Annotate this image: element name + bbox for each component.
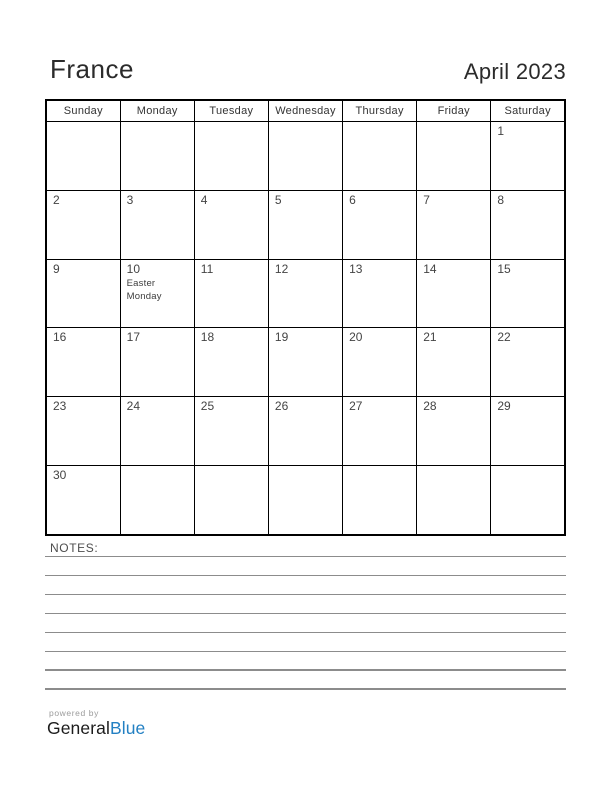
- day-cell: [120, 259, 194, 328]
- day-number: 16: [53, 330, 67, 345]
- day-cell: [46, 259, 120, 328]
- day-cell: [120, 465, 194, 534]
- day-cell: [194, 397, 268, 466]
- day-cell: [343, 328, 417, 397]
- day-number: 11: [200, 261, 214, 276]
- day-number: 18: [200, 330, 215, 345]
- note-line: [45, 651, 566, 652]
- day-cell: [491, 259, 565, 328]
- week-row: [46, 259, 565, 328]
- week-row: [46, 122, 565, 191]
- day-cell: [417, 465, 491, 534]
- holiday-label: Easter Monday: [126, 278, 162, 303]
- note-line: [45, 688, 566, 689]
- day-cell: [268, 122, 342, 191]
- day-number: 10: [126, 261, 140, 276]
- day-number: 17: [126, 330, 140, 345]
- note-line: [45, 632, 566, 633]
- day-number: 13: [349, 261, 363, 276]
- day-cell: [268, 397, 342, 466]
- day-cell: [46, 328, 120, 397]
- day-cell: [268, 328, 342, 397]
- day-number: 12: [274, 261, 289, 276]
- day-cell: [491, 122, 565, 191]
- day-number: 27: [349, 399, 363, 414]
- day-cell: [491, 190, 565, 259]
- day-cell: [343, 397, 417, 466]
- day-header-cell: Sunday: [46, 100, 120, 122]
- day-cell: [46, 122, 120, 191]
- brand-name-blue: Blue: [109, 718, 146, 738]
- day-cell: [120, 328, 194, 397]
- day-number: 2: [53, 192, 60, 207]
- day-cell: [194, 328, 268, 397]
- day-number: 21: [423, 330, 437, 345]
- day-cell: [268, 465, 342, 534]
- day-number: 9: [53, 261, 60, 276]
- day-cell: [268, 259, 342, 328]
- day-cell: [343, 122, 417, 191]
- day-number: 3: [126, 192, 134, 207]
- day-number: 29: [497, 399, 511, 414]
- day-cell: [120, 122, 194, 191]
- day-cell: [194, 465, 268, 534]
- day-number: 30: [53, 467, 67, 482]
- day-cell: [343, 259, 417, 328]
- day-cell: [491, 397, 565, 466]
- day-header-cell: Thursday: [343, 100, 417, 122]
- day-number: 23: [53, 399, 67, 414]
- day-cell: [343, 465, 417, 534]
- day-number: 24: [126, 399, 140, 414]
- day-cell: [46, 190, 120, 259]
- note-line: [45, 575, 566, 576]
- month-year-title: April 2023: [463, 59, 566, 84]
- day-header-cell: Monday: [120, 100, 194, 122]
- note-line: [45, 556, 566, 557]
- day-number: 8: [497, 192, 505, 207]
- day-header-cell: Friday: [417, 100, 491, 122]
- week-row: [46, 465, 565, 534]
- notes-label: NOTES:: [50, 541, 99, 555]
- day-number: 14: [423, 261, 437, 276]
- day-number: 22: [497, 330, 511, 345]
- powered-by-text: powered by: [49, 708, 99, 718]
- week-row: [46, 397, 565, 466]
- day-number: 1: [497, 124, 505, 138]
- day-cell: [417, 397, 491, 466]
- day-cell: [46, 397, 120, 466]
- note-line: [45, 594, 566, 595]
- note-line: [45, 613, 566, 614]
- day-cell: [491, 328, 565, 397]
- brand-name-general: General: [47, 718, 110, 738]
- day-cell: [46, 465, 120, 534]
- day-number: 25: [200, 399, 215, 414]
- day-cell: [120, 397, 194, 466]
- day-number: 19: [274, 330, 289, 345]
- brand-logo: [47, 718, 145, 739]
- day-cell: [417, 190, 491, 259]
- day-number: 26: [274, 399, 289, 414]
- day-header-row: [46, 100, 565, 122]
- day-header-cell: Saturday: [491, 100, 565, 122]
- week-row: [46, 190, 565, 259]
- day-cell: [194, 259, 268, 328]
- day-number: 5: [274, 192, 282, 207]
- day-number: 15: [497, 261, 511, 276]
- day-header-cell: Tuesday: [194, 100, 268, 122]
- day-header-cell: Wednesday: [268, 100, 342, 122]
- day-number: 28: [423, 399, 437, 414]
- day-number: 4: [200, 192, 208, 207]
- day-cell: [120, 190, 194, 259]
- day-number: 20: [349, 330, 363, 345]
- day-cell: [268, 190, 342, 259]
- day-cell: [343, 190, 417, 259]
- day-number: 6: [349, 192, 356, 207]
- note-line: [45, 669, 566, 670]
- day-cell: [417, 328, 491, 397]
- day-cell: [417, 259, 491, 328]
- day-cell: [491, 465, 565, 534]
- day-cell: [417, 122, 491, 191]
- day-number: 7: [423, 192, 430, 207]
- day-cell: [194, 190, 268, 259]
- week-row: [46, 328, 565, 397]
- calendar-grid: [45, 99, 566, 536]
- day-cell: [194, 122, 268, 191]
- page-title: France: [50, 54, 134, 84]
